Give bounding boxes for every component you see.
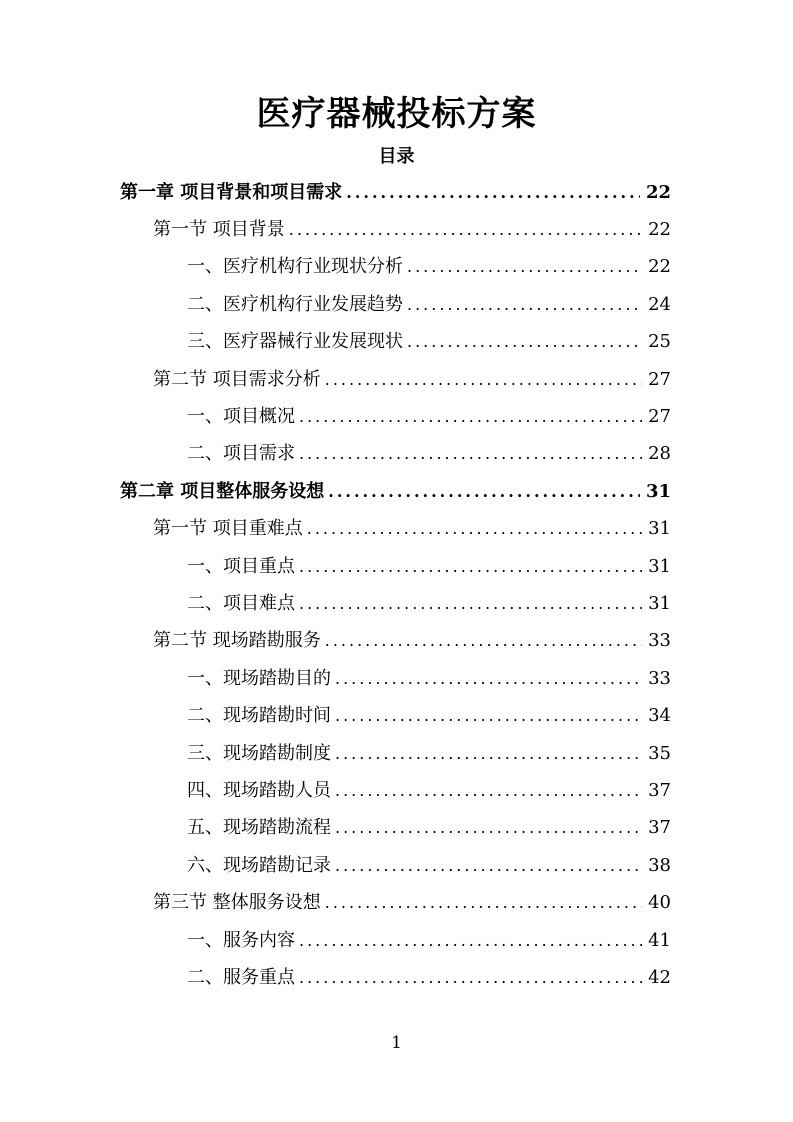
toc-chapter-entry[interactable] [0,174,793,211]
toc-entry-page-number: 31 [648,518,671,540]
toc-subsection-entry[interactable] [0,398,793,435]
toc-entry-label: 一、项目重点 [187,555,295,577]
toc-dot-leader [335,704,642,728]
toc-dot-leader [407,293,642,317]
toc-subsection-entry[interactable] [0,660,793,697]
toc-entry-page-number: 24 [648,293,671,315]
toc-entry-page-number: 33 [648,667,671,689]
toc-subsection-entry[interactable] [0,922,793,959]
toc-dot-leader [335,854,642,878]
toc-subsection-entry[interactable] [0,548,793,585]
toc-subsection-entry[interactable] [0,585,793,622]
toc-dot-leader [346,181,640,205]
toc-entry-label: 三、医疗器械行业发展现状 [187,331,403,353]
toc-entry-label: 第一节 项目背景 [153,219,285,241]
page-number: 1 [391,1033,402,1053]
toc-dot-leader [325,368,642,392]
toc-dot-leader [307,517,642,541]
toc-subsection-entry[interactable] [0,735,793,772]
toc-entry-label: 一、医疗机构行业现状分析 [187,256,403,278]
toc-entry-label: 一、现场踏勘目的 [187,667,331,689]
toc-subsection-entry[interactable] [0,436,793,473]
toc-section-entry[interactable] [0,511,793,548]
toc-entry-label: 二、现场踏勘时间 [187,705,331,727]
toc-dot-leader [335,779,642,803]
toc-subsection-entry[interactable] [0,249,793,286]
toc-entry-label: 五、现场踏勘流程 [187,817,331,839]
toc-entry-label: 第三节 整体服务设想 [153,892,321,914]
toc-entry-label: 二、医疗机构行业发展趋势 [187,293,403,315]
toc-dot-leader [328,480,640,504]
toc-subsection-entry[interactable] [0,772,793,809]
toc-entry-label: 三、现场踏勘制度 [187,742,331,764]
toc-entry-page-number: 27 [648,406,671,428]
toc-entry-page-number: 33 [648,630,671,652]
table-of-contents [0,174,793,997]
toc-dot-leader [299,442,642,466]
toc-entry-page-number: 31 [648,592,671,614]
toc-entry-label: 二、项目需求 [187,443,295,465]
toc-dot-leader [325,629,642,653]
toc-entry-label: 二、服务重点 [187,966,295,988]
toc-dot-leader [299,966,642,990]
toc-heading: 目录 [378,146,415,167]
toc-entry-page-number: 31 [648,555,671,577]
document-title: 医疗器械投标方案 [256,94,537,134]
toc-entry-label: 第二节 项目需求分析 [153,368,321,390]
toc-entry-label: 第一节 项目重难点 [153,518,303,540]
toc-subsection-entry[interactable] [0,847,793,884]
toc-entry-page-number: 42 [648,966,671,988]
toc-entry-page-number: 27 [648,368,671,390]
toc-dot-leader [407,255,642,279]
toc-dot-leader [299,929,642,953]
toc-dot-leader [407,330,642,354]
toc-dot-leader [299,555,642,579]
toc-entry-label: 第二章 项目整体服务设想 [120,480,325,502]
toc-subsection-entry[interactable] [0,959,793,996]
toc-section-entry[interactable] [0,211,793,248]
toc-section-entry[interactable] [0,361,793,398]
toc-entry-label: 四、现场踏勘人员 [187,779,331,801]
toc-entry-label: 一、服务内容 [187,929,295,951]
toc-entry-page-number: 22 [648,219,671,241]
toc-dot-leader [335,667,642,691]
toc-dot-leader [335,816,642,840]
toc-subsection-entry[interactable] [0,810,793,847]
toc-dot-leader [335,742,642,766]
toc-entry-page-number: 35 [648,742,671,764]
toc-subsection-entry[interactable] [0,286,793,323]
toc-entry-page-number: 25 [648,331,671,353]
toc-entry-label: 一、项目概况 [187,406,295,428]
toc-entry-page-number: 34 [648,705,671,727]
toc-entry-page-number: 22 [648,256,671,278]
toc-entry-page-number: 37 [648,817,671,839]
toc-entry-page-number: 41 [648,929,671,951]
toc-entry-label: 二、项目难点 [187,592,295,614]
toc-entry-page-number: 40 [648,892,671,914]
toc-section-entry[interactable] [0,623,793,660]
toc-dot-leader [289,218,642,242]
toc-subsection-entry[interactable] [0,324,793,361]
toc-entry-label: 第一章 项目背景和项目需求 [120,181,343,203]
toc-section-entry[interactable] [0,884,793,921]
toc-entry-page-number: 31 [645,480,671,502]
toc-dot-leader [325,891,642,915]
toc-entry-label: 六、现场踏勘记录 [187,854,331,876]
toc-entry-page-number: 38 [648,854,671,876]
toc-entry-label: 第二节 现场踏勘服务 [153,630,321,652]
toc-dot-leader [299,592,642,616]
toc-entry-page-number: 22 [645,181,671,203]
toc-entry-page-number: 37 [648,779,671,801]
toc-chapter-entry[interactable] [0,473,793,510]
toc-dot-leader [299,405,642,429]
toc-entry-page-number: 28 [648,443,671,465]
toc-subsection-entry[interactable] [0,697,793,734]
